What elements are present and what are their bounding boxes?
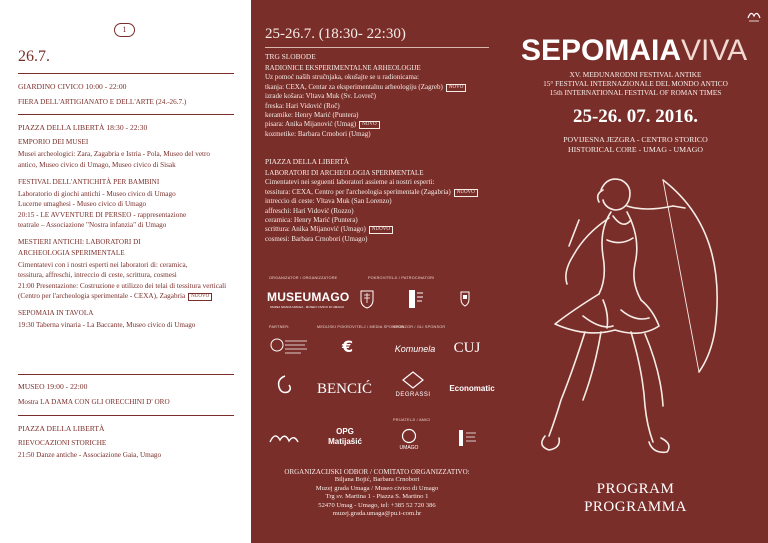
text-line: keramike: Henry Marić (Puntera) <box>265 111 359 120</box>
section-text: Mostra LA DAMA CON GLI ORECCHINI D' ORO <box>18 398 170 406</box>
text-line: antico, Museo civico di Umago, Museo civico di Sisak <box>18 160 176 169</box>
svg-text:€: € <box>342 337 354 356</box>
text-line: Cimentatevi nei seguenti laboratori assieme ai nostri esperti: <box>265 178 435 187</box>
org-email: muzej.grada.umaga@pu.t-com.hr <box>332 510 422 518</box>
text-span: tkanja: CEXA, Centar za eksperimentalnu arheologiju (Zagreb) <box>265 82 443 91</box>
sponsors-label: POKROVITELJI / PATROCINATORI <box>368 276 435 280</box>
festival-corner-logo-icon <box>745 8 763 24</box>
text-span: (Centro per l'archeologia sperimentale - CEXA), Zagabria <box>18 291 186 300</box>
section-heading: PIAZZA DELLA LIBERTÀ <box>265 157 350 166</box>
section-trg-slobode <box>265 52 495 139</box>
section-piazza-liberta <box>265 157 495 244</box>
museumago-subtitle: MUZEJ GRADA UMAGA · MUSEO CIVICO DI UMAGO <box>270 305 344 309</box>
text-line: teatrale – Associazione "Nostra infanzia" di Umago <box>18 221 167 230</box>
subtitle-hr: XV. MEĐUNARODNI FESTIVAL ANTIKE <box>569 70 702 79</box>
subtitle-it: 15° FESTIVAL INTERNAZIONALE DEL MONDO ANTICO <box>543 79 728 88</box>
text-line <box>265 188 495 197</box>
text-line: 21:50 Danze antiche - Associazione Gaia, Umago <box>18 451 162 460</box>
cuj-logo: CUJ <box>453 340 481 356</box>
text-line: ceramica: Henry Marić (Puntera) <box>265 216 358 225</box>
umago-logo: UMAGO <box>399 445 419 451</box>
brand-viva: VIVA <box>681 34 748 67</box>
partner-label: PARTNER: <box>269 325 290 329</box>
grad-umag-crest-icon <box>359 289 375 309</box>
friend-crest-icon <box>456 428 480 448</box>
text-line: SEPOMAIA IN TAVOLA <box>18 309 94 318</box>
section-piazza <box>18 122 243 331</box>
section-heading: PIAZZA DELLA LIBERTÀ <box>18 424 105 433</box>
novo-badge: NOVO <box>446 84 466 92</box>
text-line: kozmetike: Barbara Crnobori (Umag) <box>265 129 371 138</box>
art-meton-logo-icon <box>267 428 301 448</box>
org-line: Biljana Bojić, Barbara Crnobori <box>334 476 420 484</box>
istria-county-logo-icon <box>407 289 425 309</box>
text-line: RADIONICE EKSPERIMENTALNE ARHEOLOGIJE <box>265 64 421 72</box>
divider <box>265 47 489 48</box>
text-line: 20:15 - LE AVVENTURE DI PERSEO - rappresentazione <box>18 210 187 219</box>
divider <box>18 374 234 375</box>
org-heading: ORGANIZACIJSKI ODBOR / COMITATO ORGANIZZATIVO: <box>284 468 470 476</box>
org-line: Trg sv. Martina 1 - Piazza S. Martino 1 <box>325 493 429 501</box>
org-line: Muzej grada Umaga / Museo civico di Umago <box>315 484 439 492</box>
organizers-label: ORGANIZATOR / ORGANIZZATORE <box>269 276 338 280</box>
text-line: EMPORIO DEI MUSEI <box>18 138 89 146</box>
section-giardino <box>18 81 243 107</box>
text-line: Musei archeologici: Zara, Zagabria e Istria - Pola, Museo del vetro <box>18 150 210 159</box>
museumago-logo: MUSEUMAGO <box>267 290 350 304</box>
section-museo <box>18 381 243 407</box>
section-rievocazioni <box>18 423 243 461</box>
section-heading: PIAZZA DELLA LIBERTÀ 18:30 - 22:30 <box>18 123 148 132</box>
ministry-crest-icon <box>456 289 480 309</box>
text-line: ARCHEOLOGIA SPERIMENTALE <box>18 248 125 257</box>
center-date-heading: 25-26.7. (18:30- 22:30) <box>265 26 406 42</box>
text-line: Cimentatevi con i nostri esperti nei laboratori di: ceramica, <box>18 260 188 269</box>
text-line: 19:30 Taberna vinaria - La Baccante, Museo civico di Umago <box>18 321 196 330</box>
media-sponsor-euro-icon <box>339 336 361 360</box>
page-number-badge: 1 <box>114 23 135 37</box>
sponsor-label: SPONZOR / GLI SPONSOR <box>393 325 446 329</box>
komunela-logo: Komunela <box>394 344 436 354</box>
program-title-it: PROGRAMMA <box>584 499 687 515</box>
festival-dates: 25-26. 07. 2016. <box>572 106 699 127</box>
text-line: Uz pomoć naših stručnjaka, okušajte se u radionicama: <box>265 73 419 82</box>
location-line: POVIJESNA JEZGRA - CENTRO STORICO <box>563 135 708 144</box>
program-title-hr: PROGRAM <box>596 481 675 497</box>
festival-brand-title <box>521 34 747 68</box>
org-line: 52470 Umag - Umago, tel: +385 52 720 386 <box>318 501 436 509</box>
brand-sepomaia: SEPOMAIA <box>521 34 682 67</box>
benctic-logo: BENCIĆ <box>317 381 373 397</box>
opg-matijasic-logo: OPG Matijašić <box>328 427 362 446</box>
organizing-committee <box>265 468 489 518</box>
nuovo-badge: NUOVO <box>369 226 393 234</box>
center-panel <box>251 0 503 543</box>
friends-label: PRIJATELJI / AMICI <box>393 418 431 422</box>
text-line: Lucerne umaghesi - Museo civico di Umago <box>18 200 147 209</box>
novo-badge: NOVO <box>359 121 379 129</box>
umago-tourism-logo-icon <box>399 428 419 444</box>
text-line: intreccio di ceste: Vltava Muk (San Lorenzo) <box>265 197 392 206</box>
location-line: HISTORICAL CORE - UMAG - UMAGO <box>568 145 703 154</box>
subtitle-en: 15th INTERNATIONAL FESTIVAL OF ROMAN TIMES <box>549 88 722 97</box>
text-line: freska: Hari Vidović (Roč) <box>265 101 340 110</box>
sponsor-swirl-logo-icon <box>273 373 297 401</box>
partner-ministry-logo-icon <box>269 335 309 359</box>
left-panel <box>0 0 251 543</box>
text-line: tessitura, affreschi, intreccio di ceste, scrittura, cosmesi <box>18 271 177 280</box>
divider <box>18 73 234 74</box>
section-heading: MUSEO 19:00 - 22:00 <box>18 382 88 391</box>
divider <box>18 114 234 115</box>
section-heading: GIARDINO CIVICO 10:00 - 22:00 <box>18 82 127 91</box>
text-line: affreschi: Hari Vidović (Rozzo) <box>265 206 354 215</box>
text-span: pisara: Anika Mijanović (Umag) <box>265 120 357 129</box>
text-line <box>265 120 495 129</box>
text-line: Laboratorio di giochi antichi - Museo civico di Umago <box>18 190 176 199</box>
text-line: cosmesi: Barbara Crnobori (Umago) <box>265 234 368 243</box>
text-line: 21:00 Presentazione: Costruzione e utilizzo dei telai di tessitura verticali <box>18 281 227 290</box>
text-line: LABORATORI DI ARCHEOLOGIA SPERIMENTALE <box>265 169 424 177</box>
left-date-heading: 26.7. <box>18 48 50 65</box>
text-line: RIEVOCAZIONI STORICHE <box>18 439 107 447</box>
nuovo-badge: NUOVO <box>454 189 478 197</box>
diana-archer-illustration <box>503 160 768 460</box>
text-line: izrade košara: Vltava Muk (Sv. Lovreč) <box>265 92 376 101</box>
text-span: tessitura: CEXA, Centro per l'archeologia sperimentale (Zagabria) <box>265 187 451 196</box>
degrassi-logo: DEGRASSI <box>395 392 431 398</box>
economatic-logo: Economatic <box>449 384 495 393</box>
section-heading: TRG SLOBODE <box>265 52 316 61</box>
divider <box>18 415 234 416</box>
section-text: FIERA DELL'ARTIGIANATO E DELL'ARTE (24.-26.7.) <box>18 98 187 106</box>
text-span: scrittura: Anika Mijanović (Umago) <box>265 225 366 234</box>
text-line <box>18 291 243 301</box>
text-line: MESTIERI ANTICHI: LABORATORI DI <box>18 238 141 247</box>
right-panel <box>503 0 768 543</box>
text-line <box>265 225 495 234</box>
text-line: FESTIVAL DELL'ANTICHITÀ PER BAMBINI <box>18 177 160 186</box>
nuovo-badge: NUOVO <box>188 293 212 301</box>
text-line <box>265 83 495 92</box>
degrassi-emblem-icon <box>401 370 425 390</box>
media-sponsor-label: MEDIJSKI POKROVITELJ / MEDIA SPONSOR <box>317 325 404 329</box>
